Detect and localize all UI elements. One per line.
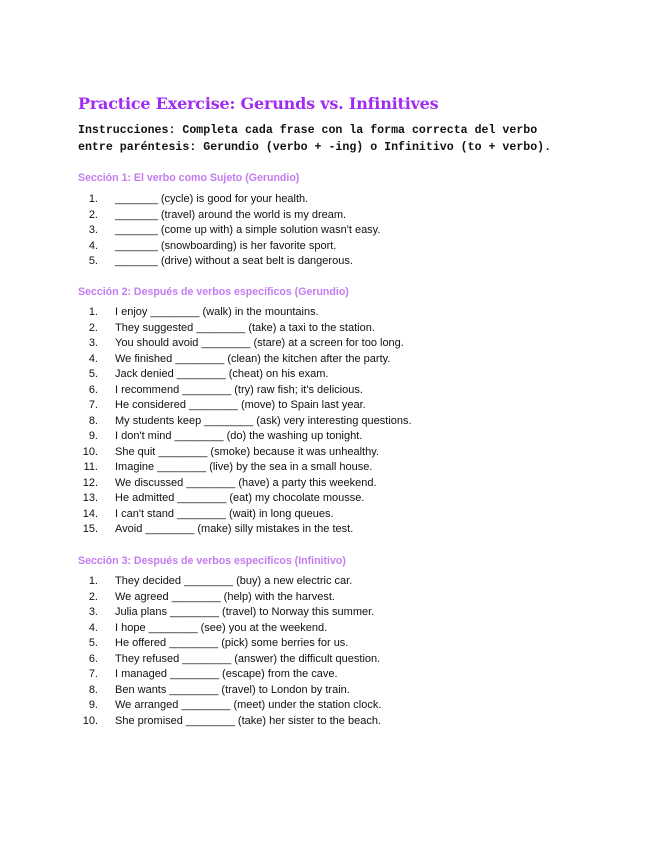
item-number: 9.: [88, 430, 98, 442]
item-number: 3.: [88, 606, 98, 618]
item-number: 5.: [88, 255, 98, 267]
item-number: 8.: [88, 683, 98, 696]
item-text: She promised ________ (take) her sister to the beach.: [115, 714, 381, 727]
item-text: They decided ________ (buy) a new electric car.: [115, 575, 353, 587]
instructions: Instrucciones: Completa cada frase con la forma correcta del verbo entre paréntesis: Gerundio (verbo + -ing) o Infinitivo (to + verbo).: [78, 124, 552, 154]
item-text: _______ (cycle) is good for your health.: [115, 193, 309, 205]
item-number: 11.: [83, 461, 98, 473]
item-text: _______ (drive) without a seat belt is dangerous.: [115, 255, 353, 267]
item-text: She quit ________ (smoke) because it was unhealthy.: [115, 445, 379, 458]
item-number: 5.: [88, 637, 98, 649]
item-number: 9.: [88, 699, 98, 711]
item-text: _______ (travel) around the world is my dream.: [115, 208, 347, 221]
item-text: He admitted ________ (eat) my chocolate mousse.: [115, 492, 365, 504]
item-text: I enjoy ________ (walk) in the mountains.: [115, 306, 319, 318]
item-number: 13.: [82, 492, 98, 504]
item-number: 2.: [88, 321, 98, 334]
item-text: Imagine ________ (live) by the sea in a small house.: [115, 461, 373, 473]
item-text: Avoid ________ (make) silly mistakes in the test.: [115, 523, 354, 535]
item-text: Julia plans ________ (travel) to Norway this summer.: [115, 606, 375, 618]
item-number: 12.: [82, 476, 98, 489]
item-number: 4.: [88, 352, 98, 365]
item-text: I don't mind ________ (do) the washing up tonight.: [115, 430, 363, 442]
item-number: 1.: [88, 193, 98, 205]
item-text: I hope ________ (see) you at the weekend.: [115, 621, 328, 634]
item-number: 1.: [88, 575, 98, 587]
item-number: 3.: [88, 224, 98, 236]
item-text: He offered ________ (pick) some berries for us.: [115, 637, 349, 649]
item-text: We finished ________ (clean) the kitchen after the party.: [115, 352, 391, 365]
item-number: 4.: [88, 621, 98, 634]
item-number: 1.: [88, 306, 98, 318]
item-number: 6.: [88, 652, 98, 665]
item-number: 2.: [88, 208, 98, 221]
item-text: We agreed ________ (help) with the harvest.: [115, 590, 335, 603]
item-number: 7.: [88, 399, 98, 411]
item-number: 5.: [88, 368, 98, 380]
item-number: 3.: [88, 337, 98, 349]
item-text: We arranged ________ (meet) under the station clock.: [115, 699, 382, 711]
item-text: They suggested ________ (take) a taxi to the station.: [115, 321, 375, 334]
section-heading: Sección 1: El verbo como Sujeto (Gerundio): [78, 172, 300, 184]
item-text: He considered ________ (move) to Spain last year.: [115, 399, 366, 411]
item-text: Jack denied ________ (cheat) on his exam.: [115, 368, 329, 380]
item-number: 10.: [82, 445, 98, 458]
item-number: 8.: [88, 414, 98, 427]
section-heading: Sección 2: Después de verbos específicos (Gerundio): [78, 286, 349, 298]
item-number: 10.: [82, 714, 98, 727]
page-title: Practice Exercise: Gerunds vs. Infinitives: [78, 94, 439, 113]
item-number: 14.: [82, 507, 98, 520]
item-text: _______ (snowboarding) is her favorite sport.: [115, 239, 337, 252]
item-number: 6.: [88, 383, 98, 396]
item-text: I recommend ________ (try) raw fish; it's delicious.: [115, 383, 363, 396]
item-number: 2.: [88, 590, 98, 603]
item-number: 4.: [88, 239, 98, 252]
item-text: They refused ________ (answer) the difficult question.: [115, 652, 381, 665]
item-text: We discussed ________ (have) a party this weekend.: [115, 476, 377, 489]
item-text: Ben wants ________ (travel) to London by train.: [115, 683, 350, 696]
item-text: _______ (come up with) a simple solution wasn't easy.: [115, 224, 381, 236]
item-number: 7.: [88, 668, 98, 680]
item-number: 15.: [82, 523, 98, 535]
item-text: You should avoid ________ (stare) at a screen for too long.: [115, 337, 404, 349]
item-text: I managed ________ (escape) from the cave.: [115, 668, 338, 680]
item-text: I can't stand ________ (wait) in long queues.: [115, 507, 334, 520]
item-text: My students keep ________ (ask) very interesting questions.: [115, 414, 412, 427]
section-heading: Sección 3: Después de verbos específicos (Infinitivo): [78, 555, 346, 567]
